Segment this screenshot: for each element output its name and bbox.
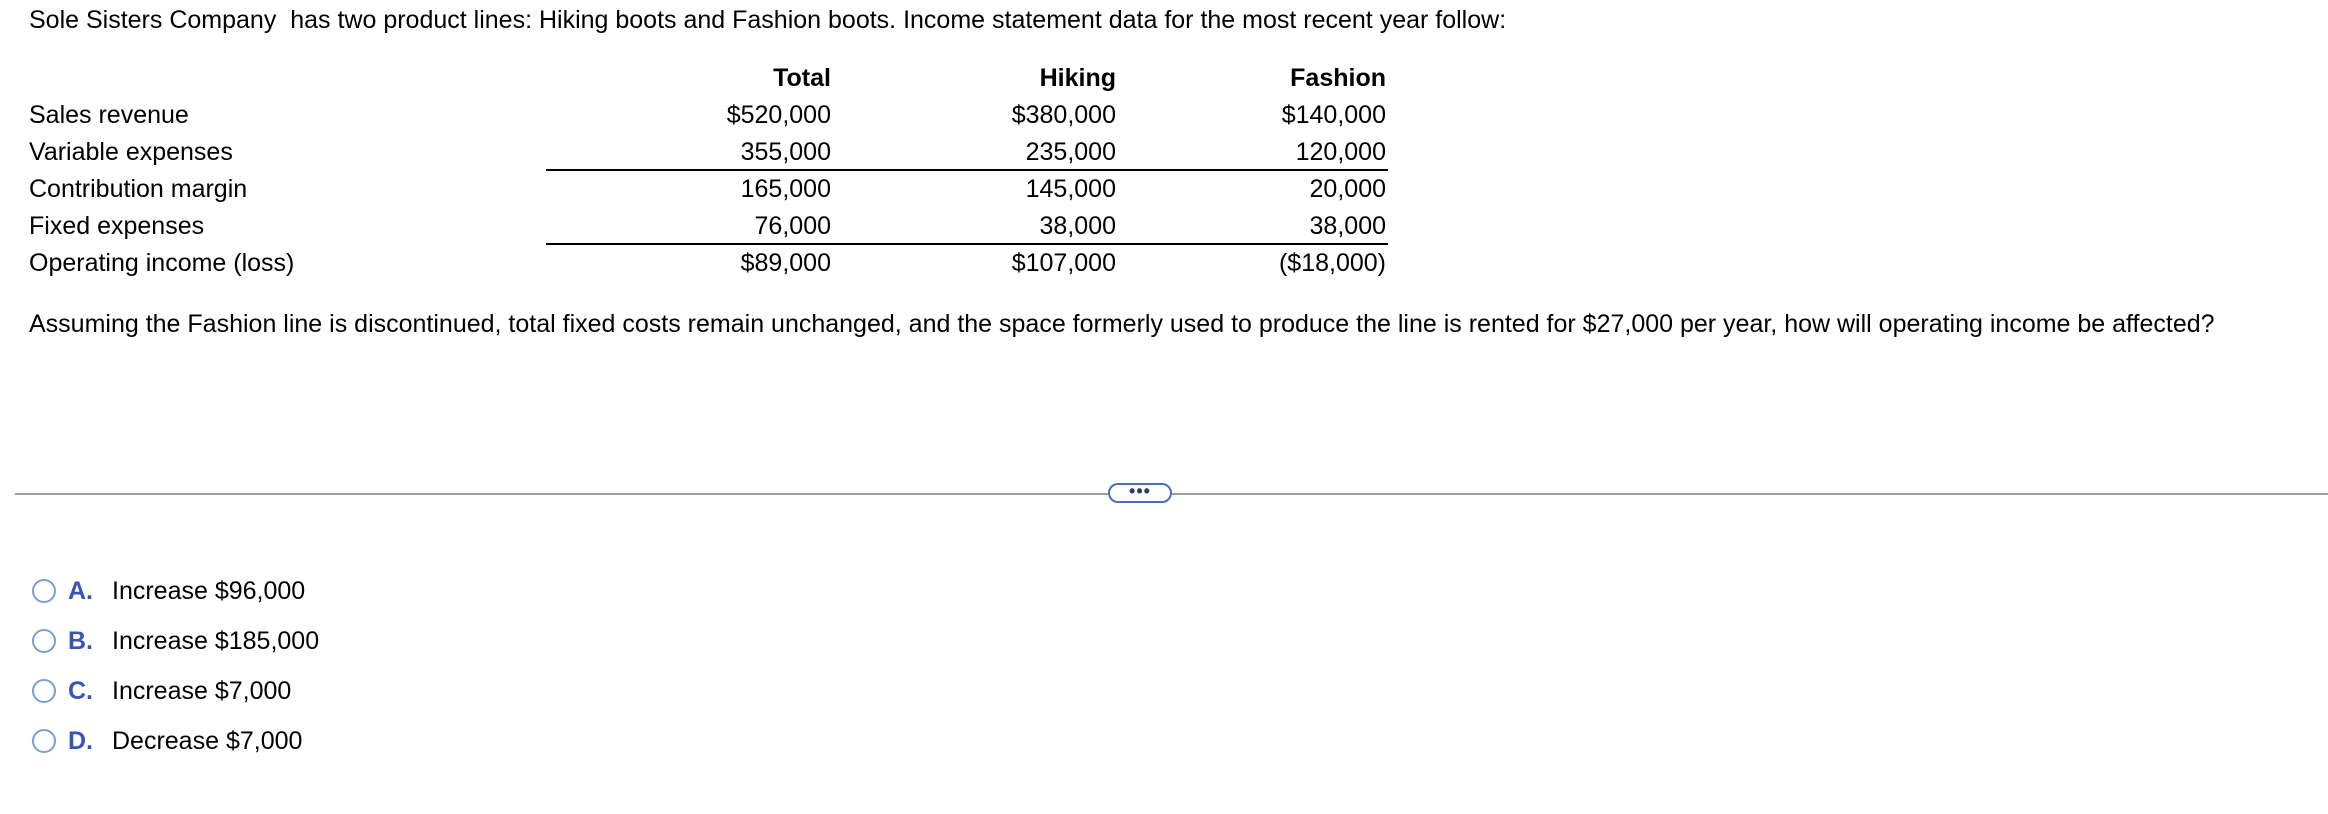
cell-hiking: 145,000 bbox=[1025, 175, 1116, 203]
row-label: Contribution margin bbox=[29, 175, 248, 203]
row-label: Fixed expenses bbox=[29, 212, 205, 240]
answer-options bbox=[32, 566, 319, 766]
option-letter: C. bbox=[68, 676, 93, 705]
cell-total: 165,000 bbox=[740, 175, 831, 203]
table-row bbox=[29, 97, 1386, 134]
cell-fashion: 20,000 bbox=[1309, 175, 1386, 203]
table-row bbox=[29, 245, 1386, 282]
option-text: Decrease $7,000 bbox=[112, 726, 303, 755]
question-text: Assuming the Fashion line is discontinued, total fixed costs remain unchanged, and the space formerly used to produce the line is rented for $27,000 per year, how will operating income be affected? bbox=[29, 310, 2215, 338]
cell-fashion: ($18,000) bbox=[1278, 249, 1386, 277]
cell-total: 76,000 bbox=[754, 212, 831, 240]
cell-fashion: 38,000 bbox=[1309, 212, 1386, 240]
cell-total: 355,000 bbox=[740, 138, 831, 166]
option-c[interactable] bbox=[32, 666, 319, 716]
cell-hiking: 38,000 bbox=[1039, 212, 1116, 240]
radio-button-icon[interactable] bbox=[32, 579, 56, 603]
option-a[interactable] bbox=[32, 566, 319, 616]
row-label: Operating income (loss) bbox=[29, 249, 295, 277]
option-letter: B. bbox=[68, 626, 93, 655]
cell-hiking: $380,000 bbox=[1011, 101, 1116, 129]
table-row bbox=[29, 208, 1386, 245]
row-label: Variable expenses bbox=[29, 138, 233, 166]
option-text: Increase $185,000 bbox=[112, 626, 320, 655]
option-b[interactable] bbox=[32, 616, 319, 666]
table-row bbox=[29, 171, 1386, 208]
header-total: Total bbox=[773, 64, 831, 92]
more-options-button[interactable]: ••• bbox=[1108, 483, 1172, 503]
option-letter: D. bbox=[68, 726, 93, 755]
header-fashion: Fashion bbox=[1290, 64, 1386, 92]
cell-total: $89,000 bbox=[740, 249, 831, 277]
radio-button-icon[interactable] bbox=[32, 629, 56, 653]
option-d[interactable] bbox=[32, 716, 319, 766]
cell-fashion: $140,000 bbox=[1281, 101, 1386, 129]
option-letter: A. bbox=[68, 576, 93, 605]
problem-intro: Sole Sisters Company has two product lines: Hiking boots and Fashion boots. Income statement data for the most recent year follow: bbox=[29, 6, 1507, 34]
table-header-row bbox=[29, 60, 1386, 97]
option-text: Increase $96,000 bbox=[112, 576, 306, 605]
income-statement-table bbox=[29, 60, 1386, 288]
option-text: Increase $7,000 bbox=[112, 676, 292, 705]
table-row bbox=[29, 134, 1386, 171]
cell-fashion: 120,000 bbox=[1295, 138, 1386, 166]
cell-hiking: $107,000 bbox=[1011, 249, 1116, 277]
header-hiking: Hiking bbox=[1039, 64, 1116, 92]
cell-hiking: 235,000 bbox=[1025, 138, 1116, 166]
cell-total: $520,000 bbox=[726, 101, 831, 129]
radio-button-icon[interactable] bbox=[32, 679, 56, 703]
radio-button-icon[interactable] bbox=[32, 729, 56, 753]
row-label: Sales revenue bbox=[29, 101, 189, 129]
